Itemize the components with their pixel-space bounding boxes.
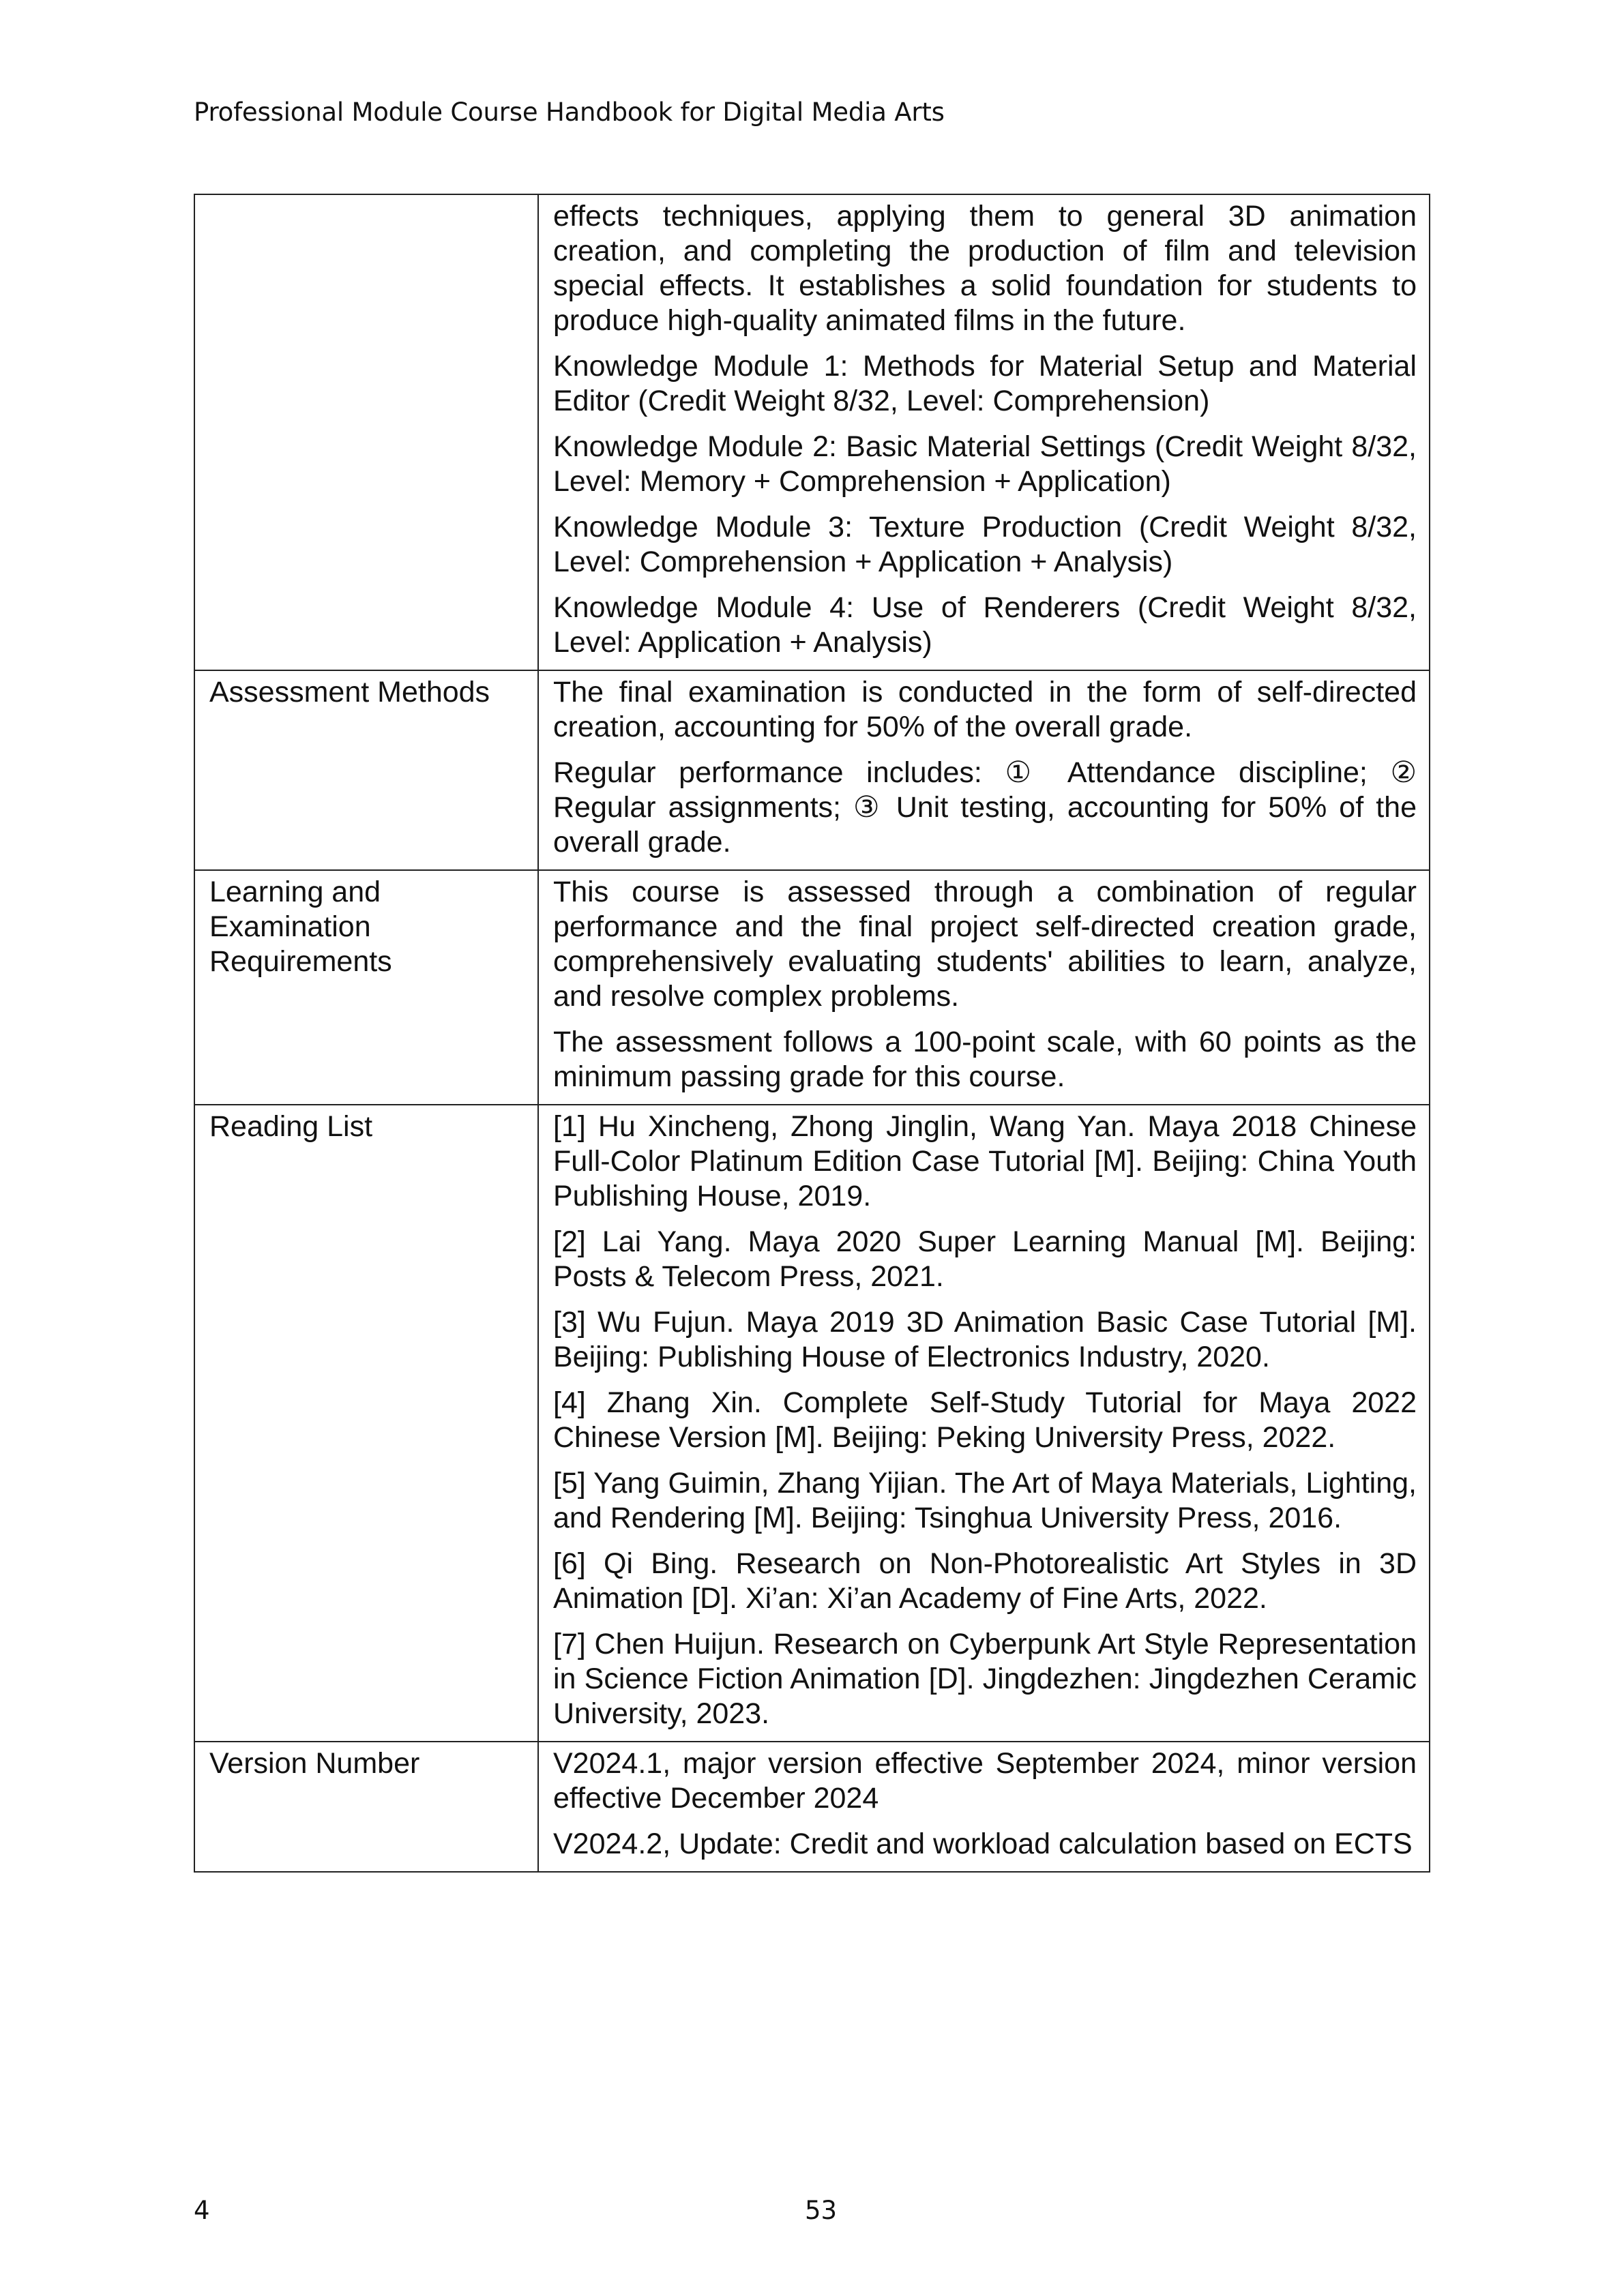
row-label-cell [194,1742,538,1872]
table-row [194,870,1430,1105]
reference-entry: [4] Zhang Xin. Complete Self-Study Tutorial for Maya 2022 Chinese Version [M]. Beijing: Peking University Press, 2022. [553,1386,1417,1454]
paragraph: Knowledge Module 1: Methods for Material Setup and Material Editor (Credit Weight 8/32, Level: Comprehension) [553,350,1417,417]
row-label: Learning and Examination Requirements [209,876,392,978]
paragraph: effects techniques, applying them to general 3D animation creation, and completing the production of film and television special effects. It establishes a solid foundation for students to produce high-quality animated films in the future. [553,200,1417,337]
reference-entry: [3] Wu Fujun. Maya 2019 3D Animation Basic Case Tutorial [M]. Beijing: Publishing House of Electronics Industry, 2020. [553,1306,1417,1373]
row-label: Version Number [209,1747,420,1780]
table-row [194,1742,1430,1872]
row-label: Assessment Methods [209,676,490,709]
paragraph: Knowledge Module 3: Texture Production (Credit Weight 8/32, Level: Comprehension + Application + Analysis) [553,511,1417,578]
row-label: Reading List [209,1110,373,1143]
table-row [194,670,1430,870]
row-label-cell [194,1105,538,1742]
row-label-cell [194,670,538,870]
paragraph: Knowledge Module 4: Use of Renderers (Credit Weight 8/32, Level: Application + Analysis) [553,591,1417,659]
reference-entry: [5] Yang Guimin, Zhang Yijian. The Art of Maya Materials, Lighting, and Rendering [M]. Beijing: Tsinghua University Press, 2016. [553,1467,1417,1534]
footer-left-number: 4 [194,2196,210,2225]
row-content-cell [538,670,1430,870]
module-table [194,194,1430,1873]
paragraph: Knowledge Module 2: Basic Material Settings (Credit Weight 8/32, Level: Memory + Comprehension + Application) [553,430,1417,498]
paragraph: V2024.1, major version effective September 2024, minor version effective December 2024 [553,1747,1417,1815]
paragraph: Regular performance includes: ① Attendance discipline; ② Regular assignments; ③ Unit testing, accounting for 50% of the overall grade. [553,756,1417,859]
reference-entry: [2] Lai Yang. Maya 2020 Super Learning Manual [M]. Beijing: Posts & Telecom Press, 2021. [553,1225,1417,1293]
page-number: 53 [805,2196,838,2225]
table-row [194,194,1430,670]
reference-entry: [6] Qi Bing. Research on Non-Photorealistic Art Styles in 3D Animation [D]. Xi’an: Xi’an Academy of Fine Arts, 2022. [553,1547,1417,1615]
row-content-cell [538,194,1430,670]
table-row [194,1105,1430,1742]
paragraph: The final examination is conducted in the form of self-directed creation, accounting for 50% of the overall grade. [553,676,1417,743]
row-label-cell [194,870,538,1105]
row-content-cell [538,870,1430,1105]
reference-entry: [7] Chen Huijun. Research on Cyberpunk Art Style Representation in Science Fiction Animation [D]. Jingdezhen: Jingdezhen Ceramic University, 2023. [553,1628,1417,1730]
running-header: Professional Module Course Handbook for Digital Media Arts [194,98,945,127]
paragraph: This course is assessed through a combination of regular performance and the final project self-directed creation grade, comprehensively evaluating students' abilities to learn, analyze, and resolve complex problems. [553,876,1417,1013]
row-content-cell [538,1105,1430,1742]
paragraph: The assessment follows a 100-point scale, with 60 points as the minimum passing grade for this course. [553,1026,1417,1093]
reference-entry: [1] Hu Xincheng, Zhong Jinglin, Wang Yan. Maya 2018 Chinese Full-Color Platinum Edition Case Tutorial [M]. Beijing: China Youth Publishing House, 2019. [553,1110,1417,1212]
row-label-cell [194,194,538,670]
row-content-cell [538,1742,1430,1872]
paragraph: V2024.2, Update: Credit and workload calculation based on ECTS [553,1828,1413,1860]
